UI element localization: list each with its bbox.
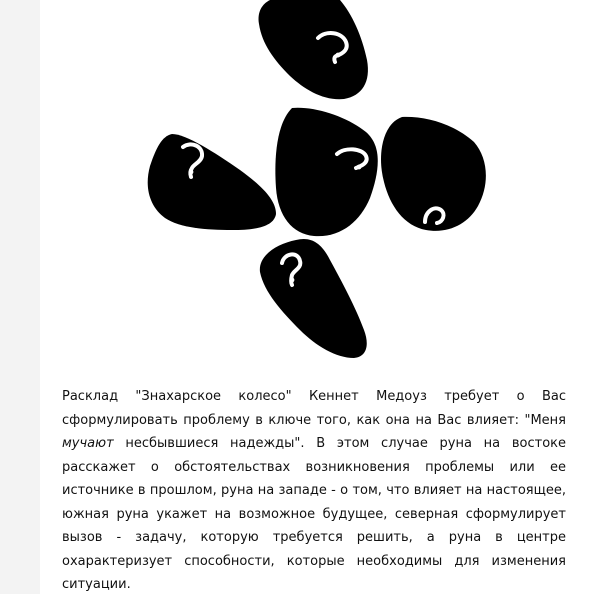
rune-stone-center (275, 108, 377, 236)
rune-center (275, 108, 377, 236)
article-text-part-2: несбывшиеся надежды". В этом случае руна на востоке расскажет о обстоятельствах возникновения проблемы или ее источнике в прошлом, руна на западе - о том, что влияет на настоящее, южная руна укажет на возможное будущее, северная сформулирует вызов - задачу, которую требуется решить, а руна в центре охарактеризует способности, которые необходимы для изменения ситуации. (62, 436, 566, 592)
rune-stone-east (381, 117, 486, 231)
rune-north (259, 0, 368, 99)
rune-south (260, 239, 367, 358)
rune-west (148, 134, 276, 230)
article-text-part-1: Расклад "Знахарское колесо" Кеннет Медоуз требует о Вас сформулировать проблему в ключе того, как она на Вас влияет: "Меня (62, 389, 566, 428)
rune-stone-west (148, 134, 276, 230)
rune-east (381, 117, 486, 231)
article-emphasis: мучают (62, 436, 114, 451)
rune-stone-north (259, 0, 368, 99)
article-paragraph (62, 385, 566, 594)
rune-stone-south (260, 239, 367, 358)
